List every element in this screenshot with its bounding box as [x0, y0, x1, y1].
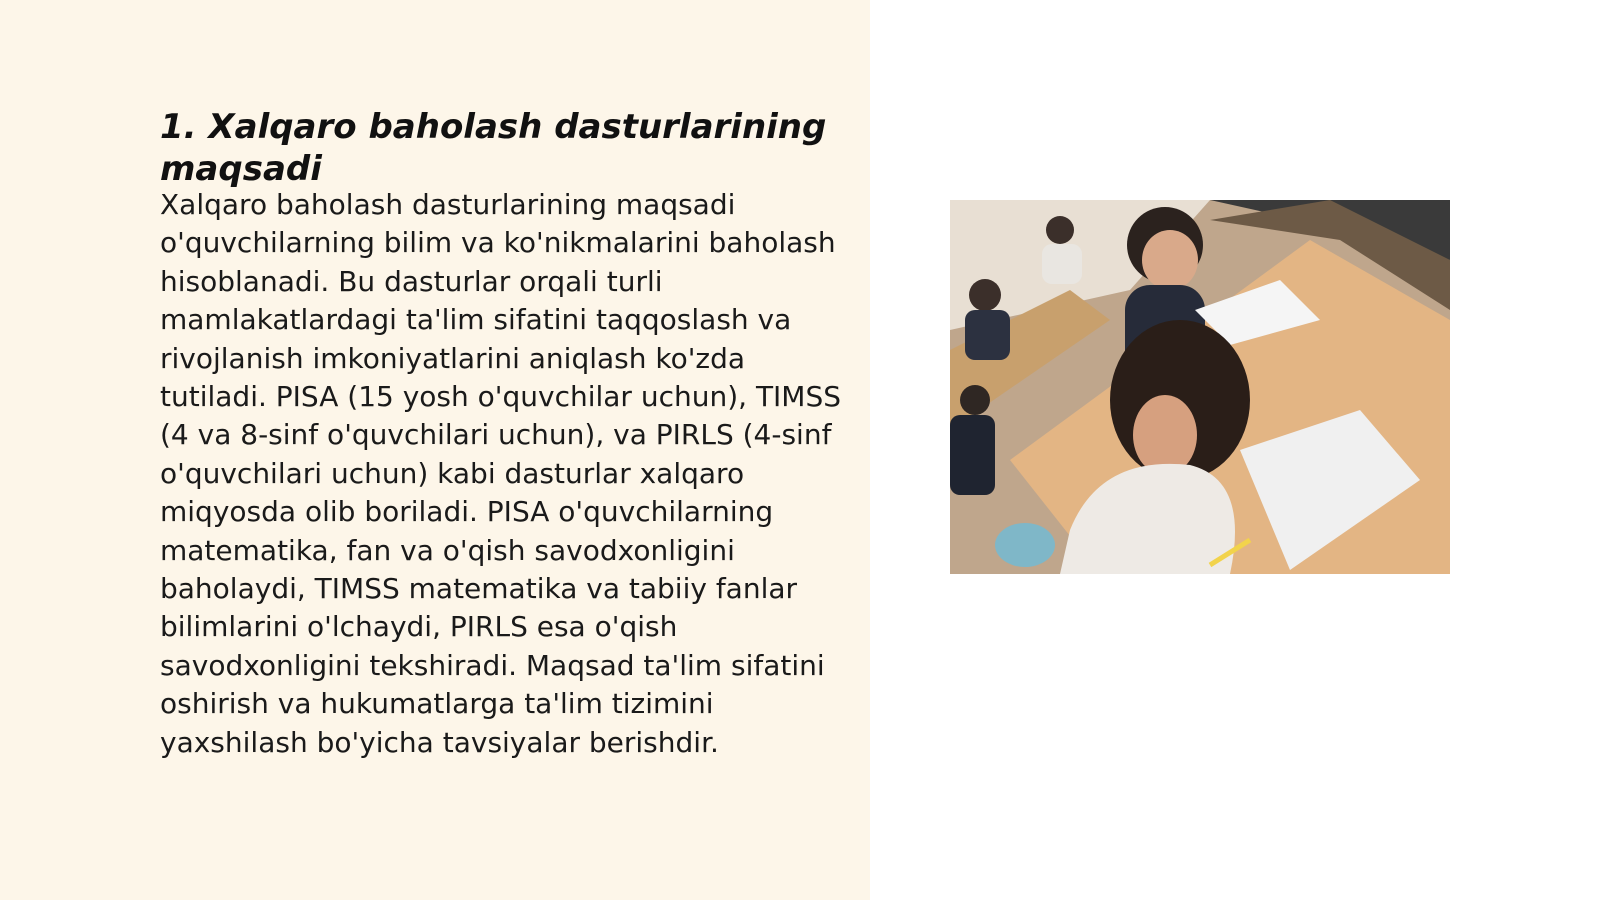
slide-title: 1. Xalqaro baholash dasturlarining maqsadi	[160, 107, 827, 189]
classroom-photo	[950, 200, 1450, 574]
slide-body-text: Xalqaro baholash dasturlarining maqsadi o'quvchilarning bilim va ko'nikmalarini baholash hisoblanadi. Bu dasturlar orqali turli mamlakatlardagi ta'lim sifatini taqqoslash va rivojlanish imkoniyatlarini aniqlash ko'zda tutiladi. PISA (15 yosh o'quvchilar uchun), TIMSS (4 va 8-sinf o'quvchilari uchun), va PIRLS (4-sinf o'quvchilari uchun) kabi dasturlar xalqaro miqyosda olib boriladi. PISA o'quvchilarning matematika, fan va o'qish savodxonligini baholaydi, TIMSS matematika va tabiiy fanlar bilimlarini o'lchaydi, PIRLS esa o'qish savodxonligini tekshiradi. Maqsad ta'lim sifatini oshirish va hukumatlarga ta'lim tizimini yaxshilash bo'yicha tavsiyalar berishdir.	[160, 188, 842, 759]
